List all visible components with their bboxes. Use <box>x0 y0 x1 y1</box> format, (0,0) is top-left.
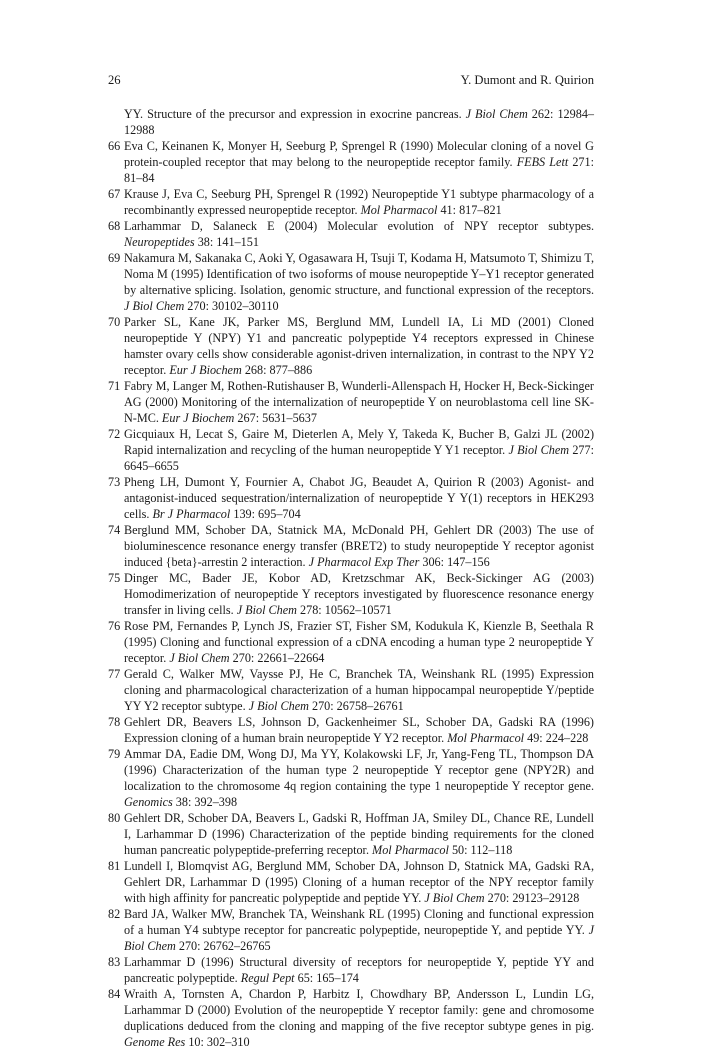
reference-body <box>124 955 594 985</box>
reference-body <box>124 187 594 217</box>
reference-body <box>124 379 594 425</box>
reference-number: 66 <box>108 139 121 153</box>
reference-text: Rose PM, Fernandes P, Lynch JS, Frazier ST, Fisher SM, Kodukula K, Kienzle B, Seethala R (1995) Cloning and functional expression of a cDNA encoding a human type 2 neuropeptide Y receptor. <box>124 619 594 665</box>
reference-item <box>108 250 594 314</box>
reference-text: Fabry M, Langer M, Rothen-Rutishauser B, Wunderli-Allenspach H, Hocker H, Beck-Sickinger AG (2000) Monitoring of the internalization of neuropeptide Y on neuroblastoma cell line SK-N-MC. <box>124 379 594 425</box>
reference-text: Dinger MC, Bader JE, Kobor AD, Kretzschmar AK, Beck-Sickinger AG (2003) Homodimerization of neuropeptide Y receptors investigated by fluorescence resonance energy transfer in living cells. <box>124 571 594 617</box>
reference-citation: 49: 224–228 <box>524 731 589 745</box>
reference-number: 82 <box>108 907 121 921</box>
reference-citation: 306: 147–156 <box>419 555 490 569</box>
reference-body <box>124 315 594 377</box>
reference-items <box>108 138 594 1050</box>
reference-journal: Mol Pharmacol <box>360 203 438 217</box>
reference-citation: 38: 141–151 <box>194 235 259 249</box>
reference-journal: J Biol Chem <box>124 299 185 313</box>
reference-text: Lundell I, Blomqvist AG, Berglund MM, Schober DA, Johnson D, Statnick MA, Gadski RA, Gehlert DR, Larhammar D (1995) Cloning of a human receptor of the NPY receptor family with high affinity for pancreatic polypeptide and peptide YY. <box>124 859 594 905</box>
reference-journal: Eur J Biochem <box>169 363 242 377</box>
reference-number: 79 <box>108 747 121 761</box>
reference-item <box>108 954 594 986</box>
reference-journal: J Biol Chem <box>424 891 485 905</box>
reference-citation: 270: 29123–29128 <box>484 891 580 905</box>
reference-number: 69 <box>108 251 121 265</box>
reference-citation: 267: 5631–5637 <box>234 411 317 425</box>
reference-text: Larhammar D (1996) Structural diversity of receptors for neuropeptide Y, peptide YY and pancreatic polypeptide. <box>124 955 594 985</box>
reference-body <box>124 619 594 665</box>
reference-item <box>108 314 594 378</box>
reference-citation: 65: 165–174 <box>294 971 359 985</box>
reference-item <box>108 810 594 858</box>
reference-item <box>108 474 594 522</box>
reference-citation: 270: 30102–30110 <box>184 299 279 313</box>
reference-body <box>124 523 594 569</box>
reference-journal: J Biol Chem <box>508 443 570 457</box>
reference-journal: Genomics <box>124 795 173 809</box>
reference-text: YY. Structure of the precursor and expression in exocrine pancreas. <box>124 107 462 121</box>
reference-item <box>108 138 594 186</box>
reference-body <box>124 251 594 313</box>
reference-journal: Genome Res <box>124 1035 186 1049</box>
reference-text: Berglund MM, Schober DA, Statnick MA, McDonald PH, Gehlert DR (2003) The use of bioluminescence resonance energy transfer (BRET2) to study neuropeptide Y receptor agonist induced {beta}-arrestin 2 interaction. <box>124 523 594 569</box>
reference-text: Gehlert DR, Beavers LS, Johnson D, Gackenheimer SL, Schober DA, Gadski RA (1996) Expression cloning of a human brain neuropeptide Y Y2 receptor. <box>124 715 594 745</box>
reference-text: Bard JA, Walker MW, Branchek TA, Weinshank RL (1995) Cloning and functional expression of a human Y4 subtype receptor for pancreatic polypeptide, neuropeptide Y, and peptide YY. <box>124 907 594 937</box>
reference-journal: Neuropeptides <box>124 235 195 249</box>
reference-body <box>124 747 594 809</box>
reference-citation: 271: 81–84 <box>124 155 595 185</box>
reference-item <box>108 218 594 250</box>
reference-number: 84 <box>108 987 121 1001</box>
reference-number: 83 <box>108 955 121 969</box>
reference-citation: 270: 26758–26761 <box>308 699 404 713</box>
reference-journal: Mol Pharmacol <box>447 731 525 745</box>
reference-text: Gehlert DR, Schober DA, Beavers L, Gadski R, Hoffman JA, Smiley DL, Chance RE, Lundell I, Larhammar D (1996) Characterization of the peptide binding requirements for the cloned human pancreatic polypeptide-preferring receptor. <box>124 811 594 857</box>
reference-number: 74 <box>108 523 121 537</box>
running-head-authors: Y. Dumont and R. Quirion <box>460 73 594 87</box>
reference-citation: 262: 12984–12988 <box>124 107 595 137</box>
reference-number: 78 <box>108 715 121 729</box>
reference-item <box>108 522 594 570</box>
reference-item <box>108 186 594 218</box>
reference-text: Wraith A, Tornsten A, Chardon P, Harbitz I, Chowdhary BP, Andersson L, Lundin LG, Larhammar D (2000) Evolution of the neuropeptide Y receptor family: gene and chromosome duplications deduced from the cloning and mapping of the five receptor subtype genes in pig. <box>124 987 594 1033</box>
reference-body <box>124 907 594 953</box>
reference-text: Gicquiaux H, Lecat S, Gaire M, Dieterlen A, Mely Y, Takeda K, Bucher B, Galzi JL (2002) Rapid internalization and recycling of the human neuropeptide Y Y1 receptor. <box>124 427 594 457</box>
reference-item <box>108 618 594 666</box>
reference-item <box>108 378 594 426</box>
reference-citation: 277: 6645–6655 <box>124 443 594 473</box>
reference-body <box>124 811 594 857</box>
reference-citation: 278: 10562–10571 <box>296 603 392 617</box>
reference-body <box>124 475 594 521</box>
reference-journal: J Biol Chem <box>465 107 528 121</box>
reference-text: Pheng LH, Dumont Y, Fournier A, Chabot JG, Beaudet A, Quirion R (2003) Agonist- and antagonist-induced sequestration/internalization of neuropeptide Y Y(1) receptors in HEK293 cells. <box>124 475 594 521</box>
reference-number: 67 <box>108 187 121 201</box>
reference-text: Krause J, Eva C, Seeburg PH, Sprengel R (1992) Neuropeptide Y1 subtype pharmacology of a recombinantly expressed neuropeptide receptor. <box>124 187 594 217</box>
reference-text: Nakamura M, Sakanaka C, Aoki Y, Ogasawara H, Tsuji T, Kodama H, Matsumoto T, Shimizu T, Noma M (1995) Identification of two isoforms of mouse neuropeptide Y–Y1 receptor generated by alternative splicing. Isolation, genomic structure, and functional expression of the receptors. <box>124 251 594 297</box>
reference-body <box>124 987 594 1049</box>
reference-list <box>108 106 594 1050</box>
reference-text: Gerald C, Walker MW, Vaysse PJ, He C, Branchek TA, Weinshank RL (1995) Expression cloning and pharmacological characterization of a human hippocampal neuropeptide Y/peptide YY Y2 receptor subtype. <box>124 667 594 713</box>
reference-citation: 10: 302–310 <box>185 1035 250 1049</box>
reference-continuation <box>108 106 594 138</box>
reference-journal: Eur J Biochem <box>161 411 235 425</box>
reference-item <box>108 714 594 746</box>
reference-journal: Regul Pept <box>240 971 295 985</box>
reference-text: Eva C, Keinanen K, Monyer H, Seeburg P, Sprengel R (1990) Molecular cloning of a novel G protein-coupled receptor that may belong to the neuropeptide receptor family. <box>124 139 594 169</box>
reference-journal: J Biol Chem <box>124 923 594 953</box>
reference-citation: 270: 26762–26765 <box>175 939 271 953</box>
reference-journal: Br J Pharmacol <box>152 507 231 521</box>
reference-number: 75 <box>108 571 121 585</box>
reference-number: 72 <box>108 427 121 441</box>
reference-number: 73 <box>108 475 121 489</box>
reference-body <box>124 859 594 905</box>
reference-number: 71 <box>108 379 121 393</box>
reference-journal: J Biol Chem <box>169 651 230 665</box>
reference-item <box>108 746 594 810</box>
reference-citation: 270: 22661–22664 <box>229 651 325 665</box>
reference-body <box>124 571 594 617</box>
page-number: 26 <box>108 73 121 87</box>
reference-number: 76 <box>108 619 121 633</box>
reference-item <box>108 666 594 714</box>
reference-item <box>108 858 594 906</box>
reference-text: Larhammar D, Salaneck E (2004) Molecular evolution of NPY receptor subtypes. <box>124 219 594 233</box>
reference-number: 77 <box>108 667 121 681</box>
reference-citation: 268: 877–886 <box>241 363 313 377</box>
reference-body <box>124 715 594 745</box>
reference-journal: J Pharmacol Exp Ther <box>308 555 420 569</box>
reference-item <box>108 426 594 474</box>
reference-citation: 139: 695–704 <box>230 507 301 521</box>
reference-citation: 38: 392–398 <box>172 795 238 809</box>
reference-item <box>108 906 594 954</box>
reference-item <box>108 986 594 1050</box>
reference-journal: Mol Pharmacol <box>372 843 449 857</box>
reference-body <box>124 427 594 473</box>
reference-journal: FEBS Lett <box>516 155 569 169</box>
reference-body <box>124 139 594 185</box>
reference-journal: J Biol Chem <box>236 603 297 617</box>
reference-number: 80 <box>108 811 121 825</box>
reference-text: Parker SL, Kane JK, Parker MS, Berglund MM, Lundell IA, Li MD (2001) Cloned neuropeptide Y (NPY) Y1 and pancreatic polypeptide Y4 receptors expressed in Chinese hamster ovary cells show considerable agonist-driven internalization, in contrast to the NPY Y2 receptor. <box>124 315 594 377</box>
reference-citation: 41: 817–821 <box>437 203 502 217</box>
reference-body <box>124 667 594 713</box>
reference-number: 68 <box>108 219 121 233</box>
reference-citation: 50: 112–118 <box>448 843 513 857</box>
reference-item <box>108 570 594 618</box>
reference-body <box>124 219 594 249</box>
reference-number: 81 <box>108 859 121 873</box>
reference-number: 70 <box>108 315 121 329</box>
reference-text: Ammar DA, Eadie DM, Wong DJ, Ma YY, Kolakowski LF, Jr, Yang-Feng TL, Thompson DA (1996) Characterization of the human type 2 neuropeptide Y receptor gene (NPY2R) and localization to the chromosome 4q region containing the type 1 neuropeptide Y receptor gene. <box>124 747 594 793</box>
reference-journal: J Biol Chem <box>248 699 309 713</box>
